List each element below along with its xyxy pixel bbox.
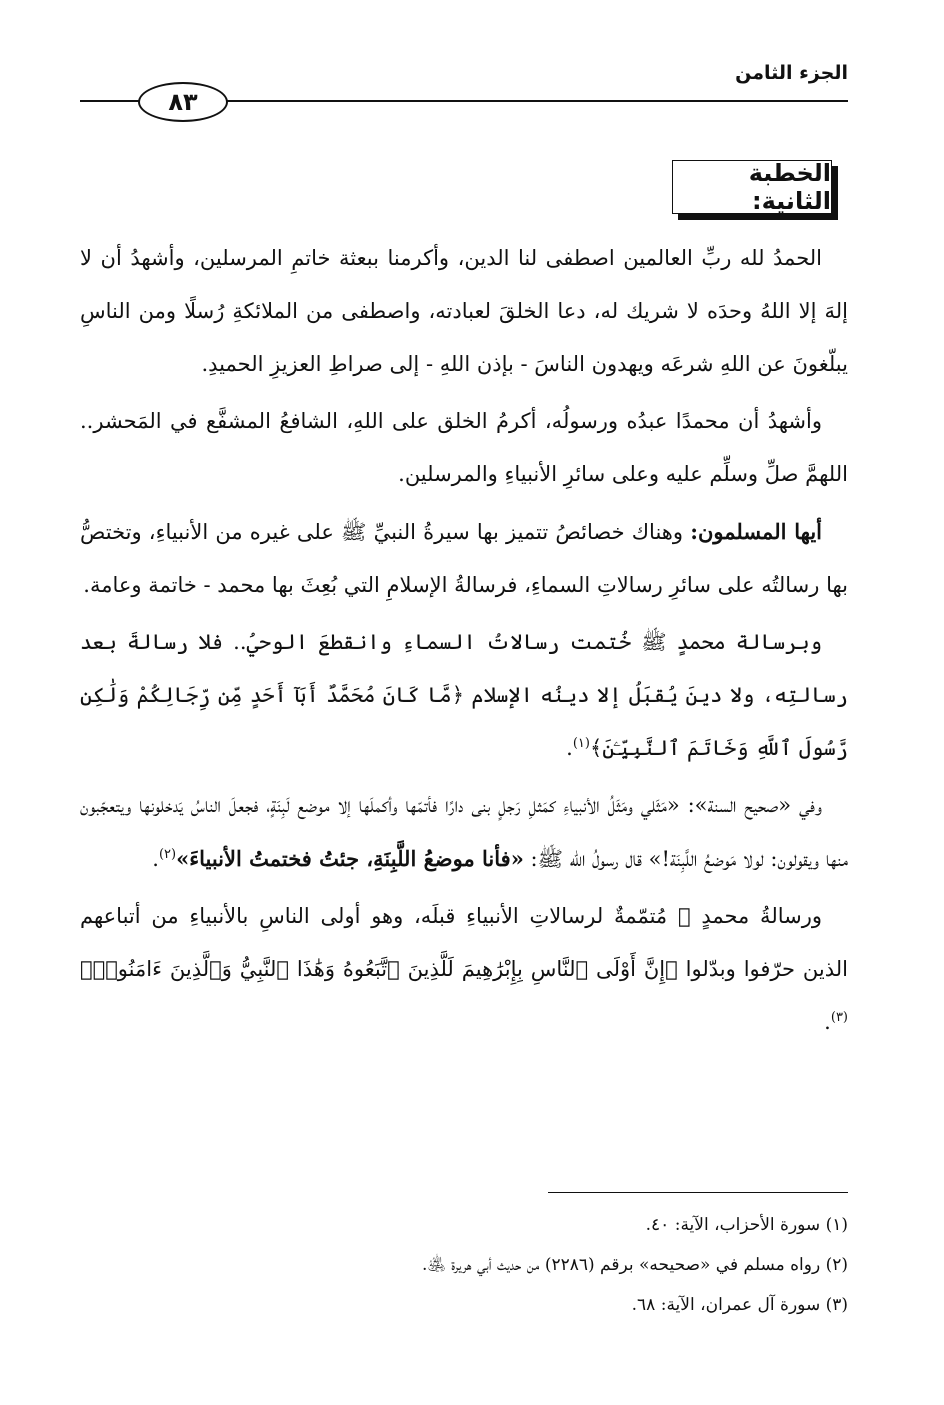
footnote-item: (٣) سورة آل عمران، الآية: ٦٨. bbox=[631, 1295, 848, 1315]
footnotes bbox=[80, 1205, 848, 1325]
paragraph bbox=[80, 395, 848, 501]
paragraph bbox=[80, 616, 848, 775]
section-title: الخطبة الثانية: bbox=[748, 159, 831, 215]
page-number: ٨٣ bbox=[138, 82, 228, 122]
running-title: الجزء الثامن bbox=[735, 62, 848, 84]
paragraph-end: . bbox=[566, 736, 573, 760]
footnote-divider bbox=[548, 1192, 848, 1193]
footnote-item: (١) سورة الأحزاب، الآية: ٤٠. bbox=[645, 1215, 848, 1235]
paragraph-text: وأشهدُ أن محمدًا عبدُه ورسولُه، أكرمُ الخلق على اللهِ، الشافعُ المشفَّع في المَحشر.. اللهمَّ صلِّ وسلِّم عليه وعلى سائرِ الأنبياءِ والمرسلين. bbox=[80, 409, 848, 486]
footnote-ref[interactable]: (١) bbox=[572, 736, 590, 751]
footnote-ref[interactable]: (٣) bbox=[830, 1010, 848, 1025]
hadith-quote: «فأنا موضعُ اللَّبِنَةِ، جئتُ فختمتُ الأنبياءَ» bbox=[176, 846, 524, 871]
paragraph-text: وفي «صحيح السنة»: «مَثَلي ومَثَلُ الأنبياءِ كمَثلِ رَجلٍ بنى دارًا فأتمّها وأكملَها إلا موضع لَبِنَةٍ، فجعلَ الناسُ يَدخلونها ويتعجّبون منها ويقولون: لولا مَوضعُ اللَّبِنَة!» قال رسولُ الله ﷺ: bbox=[80, 793, 848, 871]
paragraph-end: . bbox=[824, 1010, 831, 1034]
section-title-box bbox=[672, 160, 832, 214]
paragraph-text: ورسالةُ محمدٍ ﷺ مُتمّمةٌ لرسالاتِ الأنبياءِ قبلَه، وهو أولى الناسِ بالأنبياءِ من أتباعهم الذين حرّفوا وبدّلوا ﴿إِنَّ أَوْلَى ٱلنَّاسِ بِإِبْرَٰهِيمَ لَلَّذِينَ ٱتَّبَعُوهُ وَهَٰذَا ٱلنَّبِيُّ وَٱلَّذِينَ ءَامَنُوا۟﴾ bbox=[80, 904, 848, 981]
paragraph bbox=[80, 890, 848, 1049]
paragraph-end: . bbox=[152, 847, 159, 871]
footnote-ref[interactable]: (٢) bbox=[158, 847, 177, 862]
paragraph-text: وهناك خصائصُ تتميز بها سيرةُ النبيِّ ﷺ على غيره من الأنبياءِ، وتختصُّ بها رسالتُه على سائرِ رسالاتِ السماءِ، فرسالةُ الإسلامِ التي بُعِثَ بها محمد - خاتمة وعامة. bbox=[80, 520, 848, 597]
paragraph bbox=[80, 779, 848, 886]
paragraph bbox=[80, 505, 848, 612]
paragraph-lead: أيها المسلمون: bbox=[690, 519, 823, 544]
paragraph-text: الحمدُ لله ربِّ العالمين اصطفى لنا الدين، وأكرمنا ببعثة خاتمِ المرسلين، وأشهدُ أن لا إلهَ إلا اللهُ وحدَه لا شريك له، دعا الخلقَ لعبادته، واصطفى من الملائكةِ رُسلًا ومن الناسِ يبلّغونَ عن اللهِ شرعَه ويهدون الناسَ - بإذن اللهِ - إلى صراطِ العزيزِ الحميدِ. bbox=[80, 246, 848, 376]
body-text bbox=[80, 232, 848, 1053]
footnote-item: (٢) رواه مسلم في «صحيحه» برقم (٢٢٨٦) من حديث أبي هريرة ﵁. bbox=[422, 1255, 848, 1275]
paragraph-text: وبرسالة محمدٍ ﷺ خُتمت رسالاتُ السماءِ وانقطعَ الوحيُ.. فلا رسالةَ بعد رسالتِه، ولا دينَ يُقبَلُ إلا دينُه الإسلام ﴿مَّا كَانَ مُحَمَّدٌ أَبَآ أَحَدٍ مِّن رِّجَالِكُمْ وَلَٰكِن رَّسُولَ ٱللَّهِ وَخَاتَمَ ٱلنَّبِيِّـۧنَ﴾ bbox=[80, 630, 848, 760]
paragraph bbox=[80, 232, 848, 391]
